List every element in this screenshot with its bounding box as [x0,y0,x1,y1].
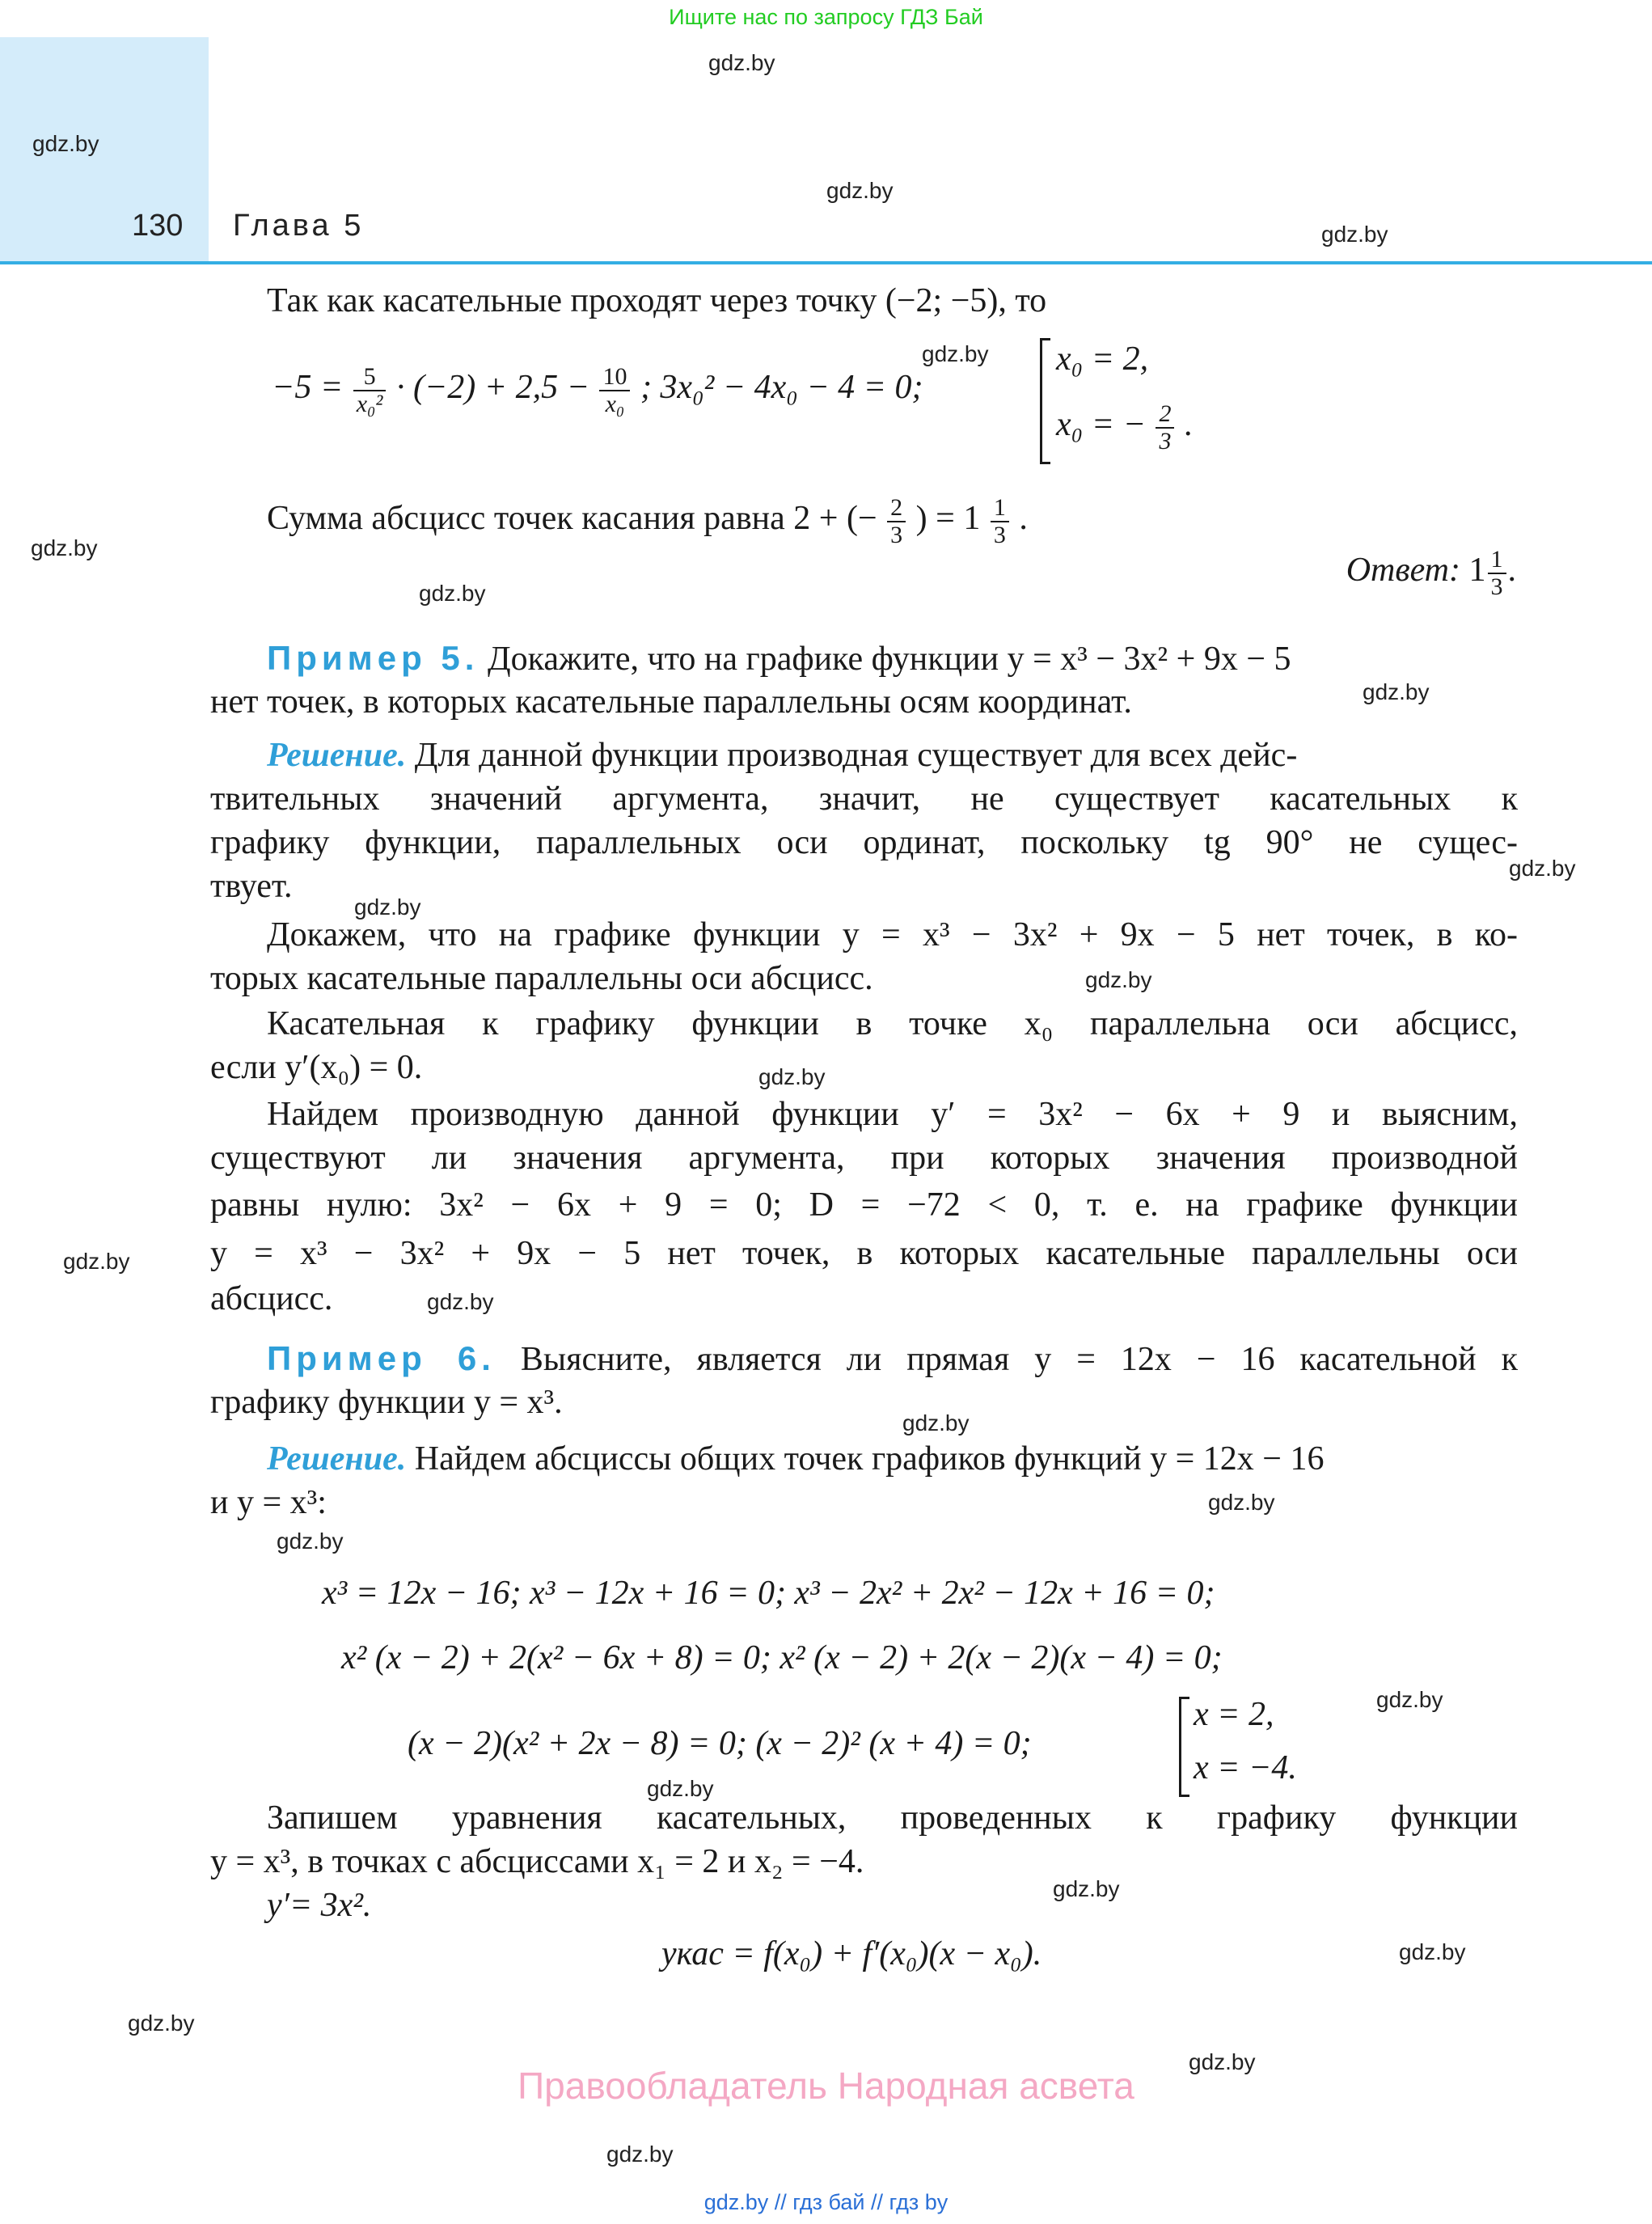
footer-links[interactable]: gdz.by // гдз бай // гдз by [703,2190,949,2214]
watermark: gdz.by [1189,2049,1256,2074]
text-line: равны нулю: 3x² − 6x + 9 = 0; D = −72 < 0, т. е. на графике функции [210,1186,1518,1224]
text-line: Касательная к графику функции в точке x₀ параллельна оси абсцисс, [267,1005,1518,1042]
text-line: y = x³, в точках с абсциссами x₁ = 2 и x₂ = −4. [210,1843,864,1880]
text-line: y′= 3x². [267,1887,372,1924]
text-line: Докажем, что на графике функции y = x³ − 3x² + 9x − 5 нет точек, в ко- [267,916,1518,953]
watermark: gdz.by [606,2142,674,2167]
text-line: абсцисс. [210,1280,333,1317]
text-line: торых касательные параллельны оси абсцисс. [210,960,873,997]
system-line: x = −4. [1194,1749,1297,1786]
watermark: gdz.by [922,341,989,366]
text-line: Найдем производную данной функции y′ = 3x² − 6x + 9 и выясним, [267,1096,1518,1133]
watermark: gdz.by [32,131,99,156]
text-line: графику функции y = x³. [210,1384,563,1421]
example-5-heading: Пример 5. Докажите, что на графике функции y = x³ − 3x² + 9x − 5 [267,639,1291,678]
watermark: gdz.by [1363,679,1430,704]
watermark: gdz.by [427,1289,494,1314]
watermark: gdz.by [63,1249,130,1274]
text-line: твительных значений аргумента, значит, не существует касательных к [210,780,1518,818]
watermark: gdz.by [902,1410,970,1435]
equation-1: −5 = $\frac{5}{\text{x₀²}}$ · (−2) + 2,5 − $\frac{10}{\text{x₀}}$ ; 3x₀² − 4x₀ − 4 = 0; [272,363,923,417]
text-line: графику функции, параллельных оси ординат, поскольку tg 90° не сущес- [210,824,1518,861]
watermark: gdz.by [128,2010,195,2036]
text-line: нет точек, в которых касательные параллельны осям координат. [210,683,1132,721]
text-line: существуют ли значения аргумента, при которых значения производной [210,1139,1518,1177]
watermark: gdz.by [826,178,894,203]
watermark: gdz.by [419,581,486,606]
watermark: gdz.by [354,894,421,920]
text-line: y = x³ − 3x² + 9x − 5 нет точек, в которых касательные параллельны оси [210,1235,1518,1272]
top-banner: Ищите нас по запросу ГДЗ Бай [669,5,983,29]
watermark: gdz.by [647,1776,714,1801]
fraction: $\frac{2}{3}$ [887,495,906,548]
text-line: Так как касательные проходят через точку (−2; −5), то [267,282,1047,319]
header-rule [0,261,1652,264]
fraction: $\frac{2}{3}$ [1156,401,1174,454]
watermark: gdz.by [1509,856,1576,881]
tangent-formula: yкас = f(x₀) + f′(x₀)(x − x₀). [661,1935,1042,1972]
system-line: x = 2, [1194,1696,1274,1733]
watermark: gdz.by [1085,967,1152,992]
text-line: и y = x³: [210,1484,327,1521]
watermark: gdz.by [708,50,775,75]
equation-4: (x − 2)(x² + 2x − 8) = 0; (x − 2)² (x + 4) = 0; [408,1725,1032,1762]
text-line: Сумма абсцисс точек касания равна 2 + (− $\frac{2}{3}$ ) = 1 $\frac{1}{3}$ . [267,494,1028,548]
system-line: x₀ = − $\frac{2}{3}$ . [1056,400,1194,455]
copyright-owner: Правообладатель Народная асвета [518,2065,1134,2107]
page-number: 130 [132,209,184,243]
fraction: $\frac{5}{\text{x₀²}}$ [353,364,387,416]
watermark: gdz.by [277,1528,344,1554]
watermark: gdz.by [1053,1876,1120,1901]
watermark: gdz.by [1399,1939,1466,1964]
watermark: gdz.by [1208,1490,1275,1515]
text-line: Запишем уравнения касательных, проведенных к графику функции [267,1799,1518,1837]
watermark: gdz.by [1321,222,1388,247]
system-bracket [1179,1697,1189,1797]
equation-2: x³ = 12x − 16; x³ − 12x + 16 = 0; x³ − 2x² + 2x² − 12x + 16 = 0; [322,1575,1215,1612]
fraction: $\frac{1}{3}$ [1488,547,1506,599]
watermark: gdz.by [758,1064,826,1089]
fraction: $\frac{1}{3}$ [991,495,1009,548]
fraction: $\frac{10}{\text{x₀}}$ [599,364,630,416]
example-6-heading: Пример 6. Выясните, является ли прямая y = 12x − 16 касательной к [267,1339,1518,1378]
text-line: если y′(x₀) = 0. [210,1049,423,1086]
equation-3: x² (x − 2) + 2(x² − 6x + 8) = 0; x² (x − 2) + 2(x − 2)(x − 4) = 0; [341,1639,1223,1676]
answer: Ответ: 1 $\frac{1}{3}$ . [1346,546,1516,600]
text-line: твует. [210,868,293,905]
chapter-title: Глава 5 [233,209,365,243]
watermark: gdz.by [1376,1687,1443,1712]
system-bracket [1040,338,1050,464]
system-line: x₀ = 2, [1056,340,1149,378]
watermark: gdz.by [31,535,98,560]
solution-6-start: Решение. Найдем абсциссы общих точек графиков функций y = 12x − 16 [267,1440,1325,1478]
solution-5-start: Решение. Для данной функции производная существует для всех дейс- [267,737,1298,774]
